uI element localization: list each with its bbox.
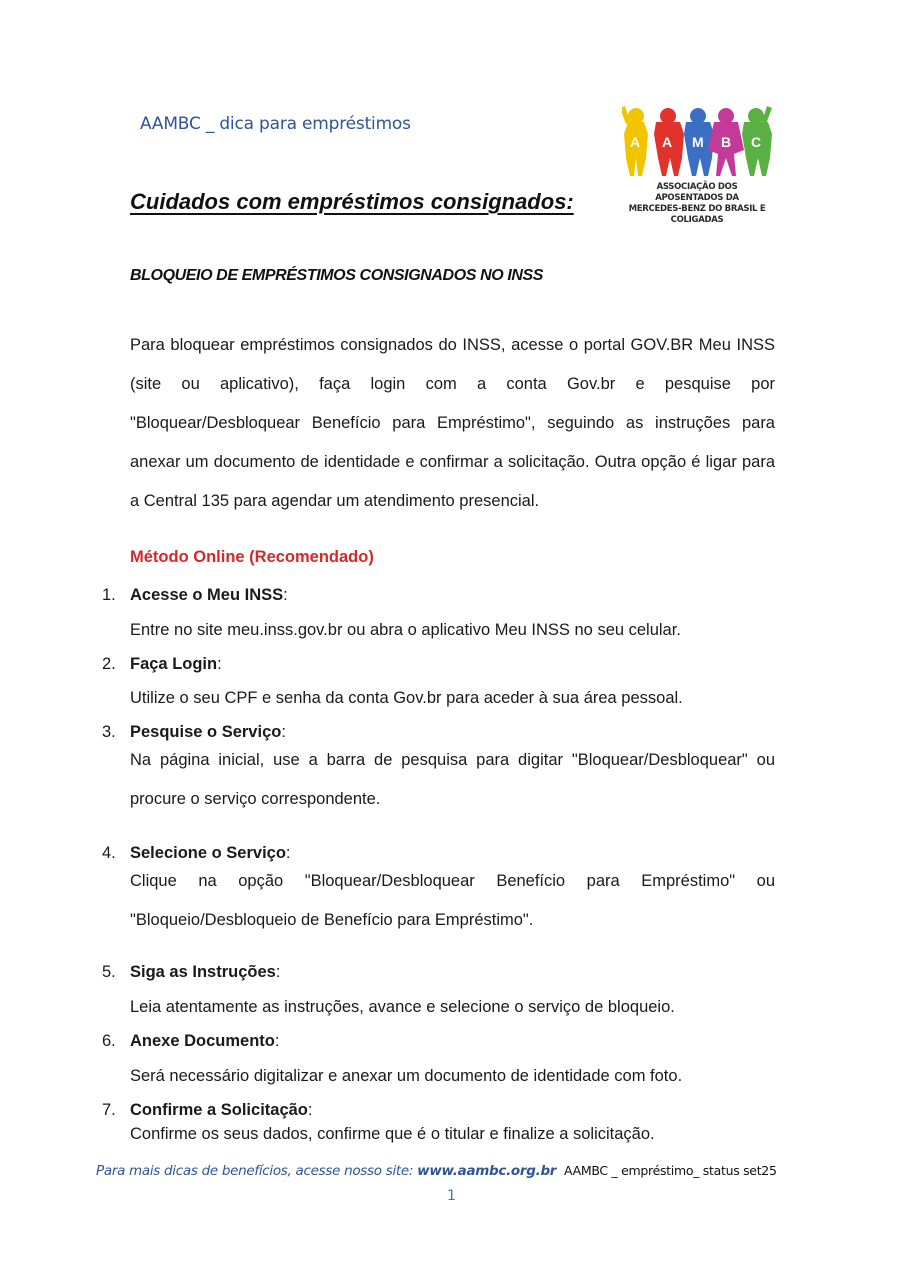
document-header-label: AAMBC _ dica para empréstimos xyxy=(140,114,411,134)
step-title-text: Faça Login xyxy=(130,655,218,673)
aambc-logo xyxy=(622,106,772,225)
step-description: Será necessário digitalizar e anexar um documento de identidade com foto. xyxy=(130,1067,683,1085)
step-number: 3. xyxy=(102,723,116,741)
footer-website-link[interactable]: www.aambc.org.br xyxy=(417,1163,557,1179)
step-title: Anexe Documento: xyxy=(130,1032,280,1050)
logo-caption xyxy=(622,182,772,226)
step-number: 7. xyxy=(102,1101,116,1119)
logo-letter-a2: A xyxy=(662,134,673,150)
footer-document-status: AAMBC _ empréstimo_ status set25 xyxy=(564,1163,777,1178)
step-description: Entre no site meu.inss.gov.br ou abra o aplicativo Meu INSS no seu celular. xyxy=(130,621,681,639)
logo-caption-line2: MERCEDES-BENZ DO BRASIL E COLIGADAS xyxy=(628,204,766,225)
step-number: 2. xyxy=(102,655,116,673)
footer-site-note xyxy=(96,1163,556,1179)
step-number: 6. xyxy=(102,1032,116,1050)
method-title: Método Online (Recomendado) xyxy=(130,548,374,566)
step-title: Pesquise o Serviço: xyxy=(130,723,286,741)
step-description: Na página inicial, use a barra de pesquisa para digitar "Bloquear/Desbloquear" ou procure o serviço correspondente. xyxy=(130,751,775,808)
logo-letter-m: M xyxy=(692,134,704,150)
step-title-text: Confirme a Solicitação xyxy=(130,1101,308,1119)
footer-text: Para mais dicas de benefícios, acesse nosso site: xyxy=(96,1163,418,1179)
step-title-text: Siga as Instruções xyxy=(130,963,276,981)
section-subtitle: BLOQUEIO DE EMPRÉSTIMOS CONSIGNADOS NO INSS xyxy=(130,267,544,284)
step-title: Siga as Instruções: xyxy=(130,963,281,981)
step-description: Confirme os seus dados, confirme que é o titular e finalize a solicitação. xyxy=(130,1125,655,1143)
logo-letter-a1: A xyxy=(630,134,641,150)
step-description: Utilize o seu CPF e senha da conta Gov.br para aceder à sua área pessoal. xyxy=(130,689,683,707)
step-description: Leia atentamente as instruções, avance e selecione o serviço de bloqueio. xyxy=(130,998,675,1016)
step-title: Selecione o Serviço: xyxy=(130,844,291,862)
step-title-text: Selecione o Serviço xyxy=(130,844,286,862)
step-number: 5. xyxy=(102,963,116,981)
step-title-text: Pesquise o Serviço xyxy=(130,723,282,741)
step-title-text: Anexe Documento xyxy=(130,1032,275,1050)
step-title: Confirme a Solicitação: xyxy=(130,1101,313,1119)
intro-paragraph: Para bloquear empréstimos consignados do INSS, acesse o portal GOV.BR Meu INSS (site ou aplicativo), faça login com a conta Gov.br e pesquise por "Bloquear/Desbloquear Benefício para Empréstimo", seguindo as instruções para anexar um documento de identidade e confirmar a solicitação. Outra opção é ligar para a Central 135 para agendar um atendimento presencial. xyxy=(130,336,775,510)
step-title: Acesse o Meu INSS: xyxy=(130,586,288,604)
step-title-text: Acesse o Meu INSS xyxy=(130,586,284,604)
step-number: 1. xyxy=(102,586,116,604)
logo-caption-line1: ASSOCIAÇÃO DOS APOSENTADOS DA xyxy=(655,182,739,203)
step-number: 4. xyxy=(102,844,116,862)
step-description: Clique na opção "Bloquear/Desbloquear Benefício para Empréstimo" ou "Bloqueio/Desbloqueio de Benefício para Empréstimo". xyxy=(130,872,775,929)
page-number: 1 xyxy=(447,1188,456,1204)
logo-letter-b: B xyxy=(721,134,732,150)
step-title: Faça Login: xyxy=(130,655,222,673)
logo-letter-c: C xyxy=(751,134,762,150)
main-title: Cuidados com empréstimos consignados: xyxy=(130,189,574,214)
